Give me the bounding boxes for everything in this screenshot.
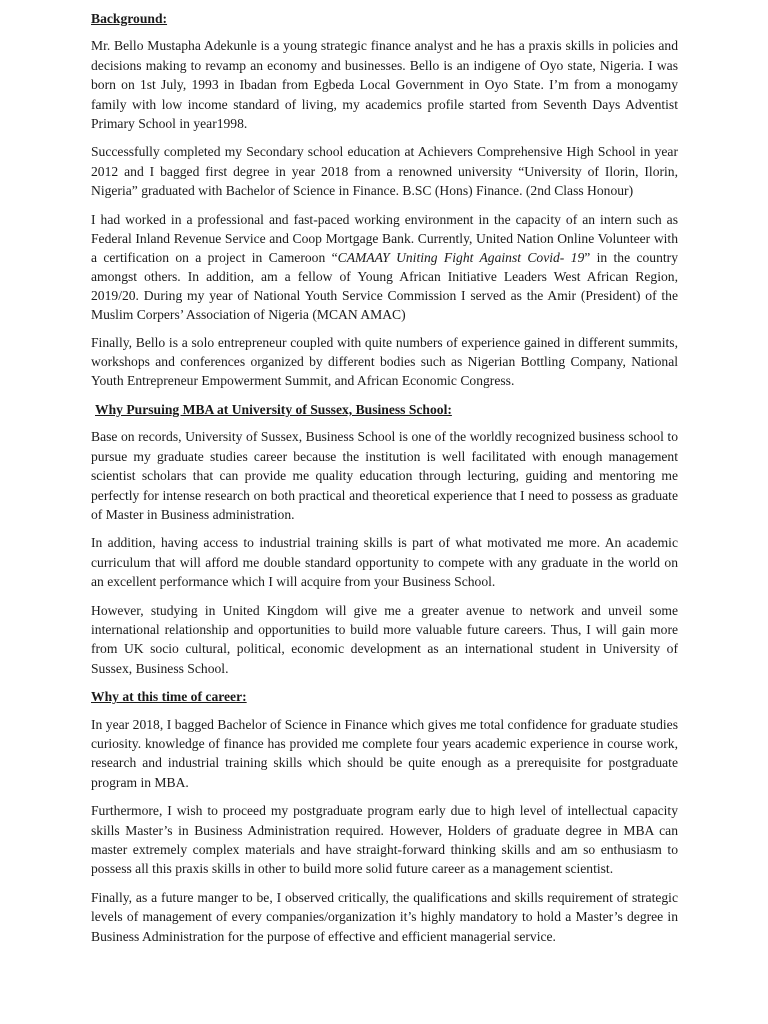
para3-italic-project: CAMAAY Uniting Fight Against Covid- 19 — [337, 249, 585, 265]
why-now-paragraph-1: In year 2018, I bagged Bachelor of Science in Finance which gives me total confidence for graduate studies curiosity. knowledge of finance has provided me complete four years academic experience in course work, research and industrial training skills which should be quite enough as a prerequisite for postgraduate program in MBA. — [91, 716, 678, 790]
why-mba-paragraph-3: However, studying in United Kingdom will give me a greater avenue to network and unveil some international relationship and opportunities to build more valuable future careers. Thus, I will gain more from UK socio cultural, political, economic development as an international student in University of Sussex, Business School. — [91, 602, 678, 676]
para3-text-before: I had worked in a professional and fast-paced working environment in the capacity of an intern such as Federal Inland Revenue Service and Coop Mortgage Bank. Currently, United Nation Online Volunteer with a certification on a project in Cameroon “ — [91, 211, 678, 265]
why-mba-paragraph-2: In addition, having access to industrial training skills is part of what motivated me more. An academic curriculum that will afford me double standard opportunity to compete with any graduate in the world on an excellent performance which I will acquire from your Business School. — [91, 535, 678, 590]
background-paragraph-1: Mr. Bello Mustapha Adekunle is a young strategic finance analyst and he has a praxis skills in policies and decisions making to revamp an economy and businesses. Bello is an indigene of Oyo state, Nigeria. I was born on 1st July, 1993 in Ibadan from Egbeda Local Government in Oyo State. I’m from a monogamy family with low income standard of living, my academics profile started from Seventh Days Adventist Primary School in year1998. — [91, 38, 678, 132]
why-mba-paragraph-1: Base on records, University of Sussex, Business School is one of the worldly recognized business school to pursue my graduate studies career because the institution is well facilitated with enough management scientist scholars that can provide me quality education through lecturing, guiding and mentoring me perfectly for intense research on both practical and theoretical experience that I need to possess as graduate of Master in Business administration. — [91, 429, 678, 522]
why-now-paragraph-2: Furthermore, I wish to proceed my postgraduate program early due to high level of intellectual capacity skills Master’s in Business Administration required. However, Holders of graduate degree in MBA can master extremely complex materials and have straight-forward thinking skills and am so enthusiasm to possess all this praxis skills in other to build more solid future career as a management scientist. — [91, 803, 678, 877]
background-paragraph-2: Successfully completed my Secondary school education at Achievers Comprehensive High School in year 2012 and I bagged first degree in year 2018 from a renowned university “University of Ilorin, Ilorin, Nigeria” graduated with Bachelor of Science in Finance. B.SC (Hons) Finance. (2nd Class Honour) — [91, 144, 678, 199]
section-heading-background: Background: — [91, 11, 168, 26]
para3-text-after: ” in the country amongst others. In addition, am a fellow of Young African Initiative Leaders West African Region, 2019/20. During my year of National Youth Service Commission I served as the Amir (President) of the Muslim Corpers’ Association of Nigeria (MCAN AMAC) — [91, 249, 678, 322]
background-paragraph-3 — [91, 210, 678, 324]
section-heading-why-now: Why at this time of career: — [91, 689, 247, 705]
why-now-paragraph-3: Finally, as a future manger to be, I observed critically, the qualifications and skills requirement of strategic levels of management of every companies/organization it’s highly mandatory to hold a Master’s degree in Business Administration for the purpose of effective and efficient managerial service. — [91, 889, 678, 944]
document-body — [91, 9, 678, 955]
background-paragraph-4: Finally, Bello is a solo entrepreneur coupled with quite numbers of experience gained in different summits, workshops and conferences organized by different bodies such as Nigerian Bottling Company, National Youth Entrepreneur Empowerment Summit, and African Economic Congress. — [91, 334, 678, 389]
section-heading-why-mba: Why Pursuing MBA at University of Sussex, Business School: — [95, 401, 452, 417]
